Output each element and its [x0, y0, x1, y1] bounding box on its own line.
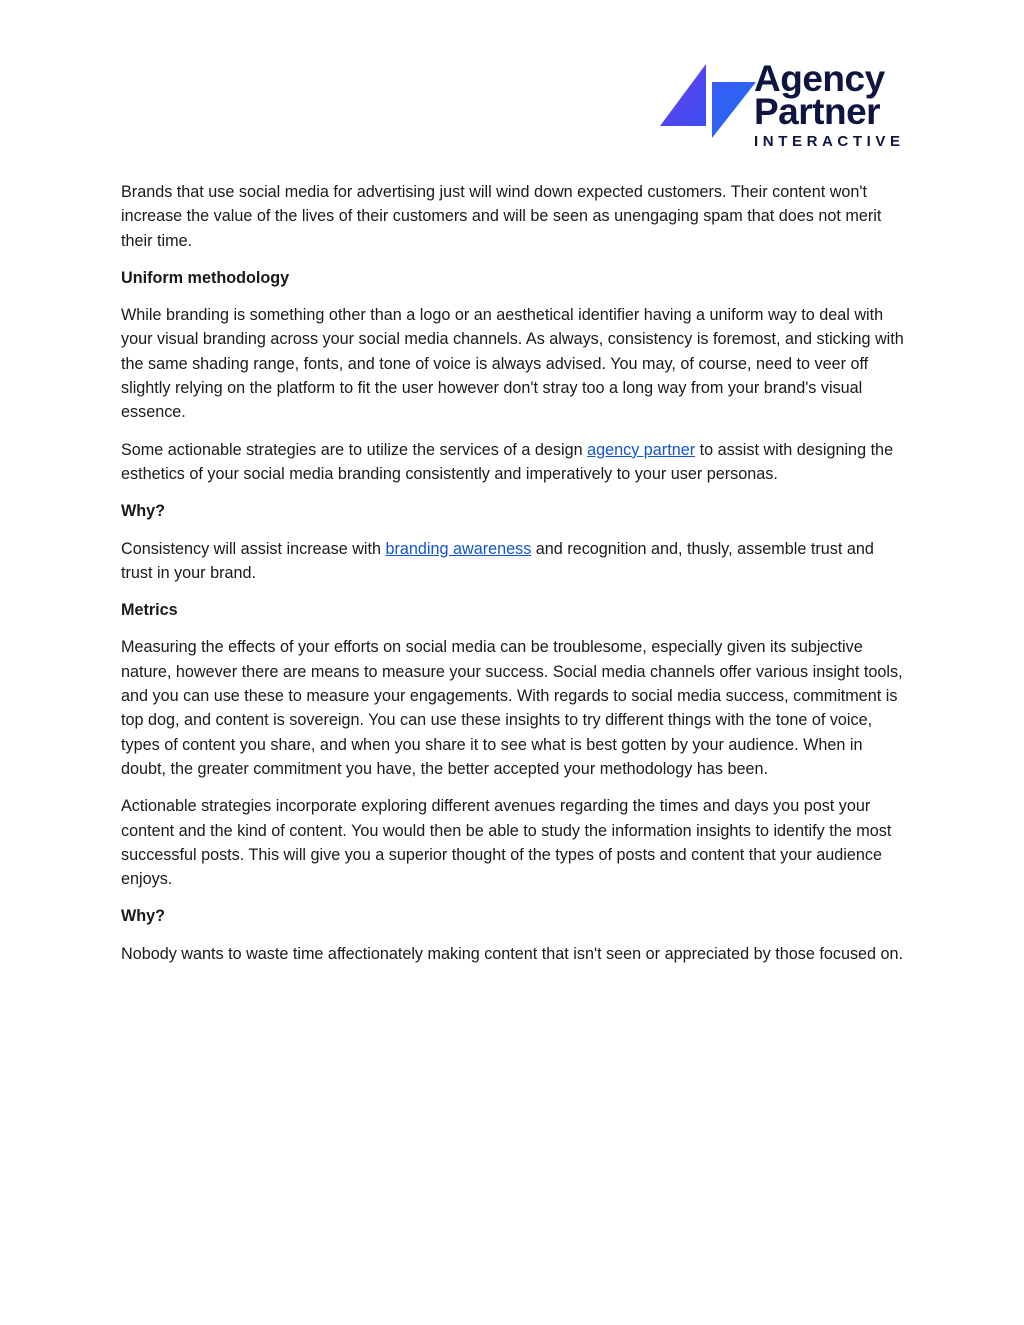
uniform-p2-text-before: Some actionable strategies are to utilize the services of a design	[121, 440, 588, 459]
why-heading-2: Why?	[121, 907, 166, 926]
metrics-heading: Metrics	[121, 601, 178, 620]
uniform-p2-text-after: to assist with designing the esthetics of your social media branding consistently and imperatively to your user personas.	[121, 440, 894, 483]
branding-awareness-link[interactable]: branding awareness	[385, 539, 532, 558]
why-heading-1: Why?	[121, 502, 166, 521]
intro-paragraph: Brands that use social media for advertising just will wind down expected customers. Their content won't increase the value of the lives of their customers and will be seen as unengaging spam that does not merit their time.	[121, 183, 882, 250]
why1-text-after: and recognition and, thusly, assemble trust and trust in your brand.	[121, 539, 874, 582]
triangle-mark-icon	[660, 64, 756, 140]
agency-partner-logo	[660, 58, 910, 156]
logo-line-agency: Agency	[754, 58, 885, 99]
uniform-paragraph-1: While branding is something other than a logo or an aesthetical identifier having a uniform way to deal with your visual branding across your social media channels. As always, consistency is foremost, and sticking with the same shading range, fonts, and tone of voice is always advised. You may, of course, need to veer off slightly relying on the platform to fit the user however don't stray too a long way from your brand's visual essence.	[121, 306, 904, 422]
why-paragraph-1	[121, 537, 907, 586]
agency-partner-link[interactable]: agency partner	[587, 440, 696, 459]
logo-wordmark	[754, 58, 905, 150]
uniform-methodology-heading: Uniform methodology	[121, 268, 290, 287]
logo-line-interactive: INTERACTIVE	[754, 133, 905, 150]
uniform-paragraph-2	[121, 438, 907, 487]
why1-text-before: Consistency will assist increase with	[121, 539, 386, 558]
metrics-paragraph-1: Measuring the effects of your efforts on social media can be troublesome, especially given its subjective nature, however there are means to measure your success. Social media channels offer various insight tools, and you can use these to measure your engagements. With regards to social media success, commitment is top dog, and content is sovereign. You can use these insights to try different things with the tone of voice, types of content you share, and when you share it to see what is best gotten by your audience. When in doubt, the greater commitment you have, the better accepted your methodology has been.	[121, 638, 903, 778]
metrics-paragraph-2: Actionable strategies incorporate exploring different avenues regarding the times and days you post your content and the kind of content. You would then be able to study the information insights to identify the most successful posts. This will give you a superior thought of the types of posts and content that your audience enjoys.	[121, 797, 892, 889]
logo-line-partner: Partner	[754, 91, 881, 132]
document-body	[121, 180, 907, 979]
why-paragraph-2: Nobody wants to waste time affectionately making content that isn't seen or appreciated by those focused on.	[121, 944, 904, 963]
